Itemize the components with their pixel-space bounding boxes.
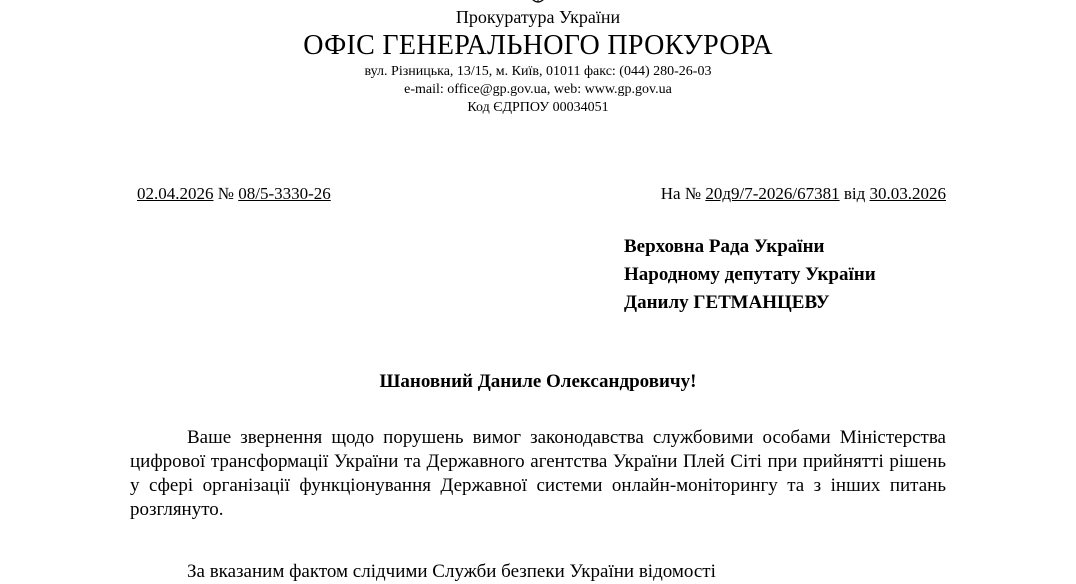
reply-reference: [661, 184, 946, 204]
number-sign: №: [217, 184, 234, 203]
letterhead: [0, 6, 1076, 117]
address-line: вул. Різницька, 13/15, м. Київ, 01011 факс: (044) 280-26-03: [364, 64, 712, 79]
ministry-name: Прокуратура України: [455, 7, 621, 27]
recipient-title: Народному депутату України: [624, 264, 876, 285]
recipient-name: Данилу ГЕТМАНЦЕВУ: [624, 292, 830, 313]
web-line: e-mail: office@gp.gov.ua, web: www.gp.gov.ua: [404, 82, 672, 97]
reply-prefix: На №: [660, 184, 702, 203]
salutation: Шановний Даниле Олександровичу!: [379, 371, 697, 392]
body-paragraph: Ваше звернення щодо порушень вимог законодавства службовими особами Міністерства цифрової трансформації України та Державного агентства України Плей Сіті при прийнятті рішень у сфері організації функціонування Державної системи онлайн-моніторингу та з інших питань розглянуто.: [130, 427, 946, 520]
body-paragraph-partial: За вказаним фактом слідчими Служби безпеки України відомості: [187, 561, 716, 582]
outgoing-number: 08/5-3330-26: [238, 184, 331, 203]
recipient-organization: Верховна Рада України: [624, 236, 825, 257]
outgoing-date: 02.04.2026: [137, 184, 214, 203]
reply-date: 30.03.2026: [869, 184, 946, 203]
reply-number: 20д9/7-2026/67381: [705, 184, 840, 203]
outgoing-registration: [137, 184, 331, 204]
code-line: Код ЄДРПОУ 00034051: [467, 100, 609, 115]
reply-from-label: від: [843, 184, 866, 203]
office-name: ОФІС ГЕНЕРАЛЬНОГО ПРОКУРОРА: [303, 30, 773, 61]
recipient-block: [624, 233, 876, 317]
trident-emblem-icon: [531, 0, 545, 5]
